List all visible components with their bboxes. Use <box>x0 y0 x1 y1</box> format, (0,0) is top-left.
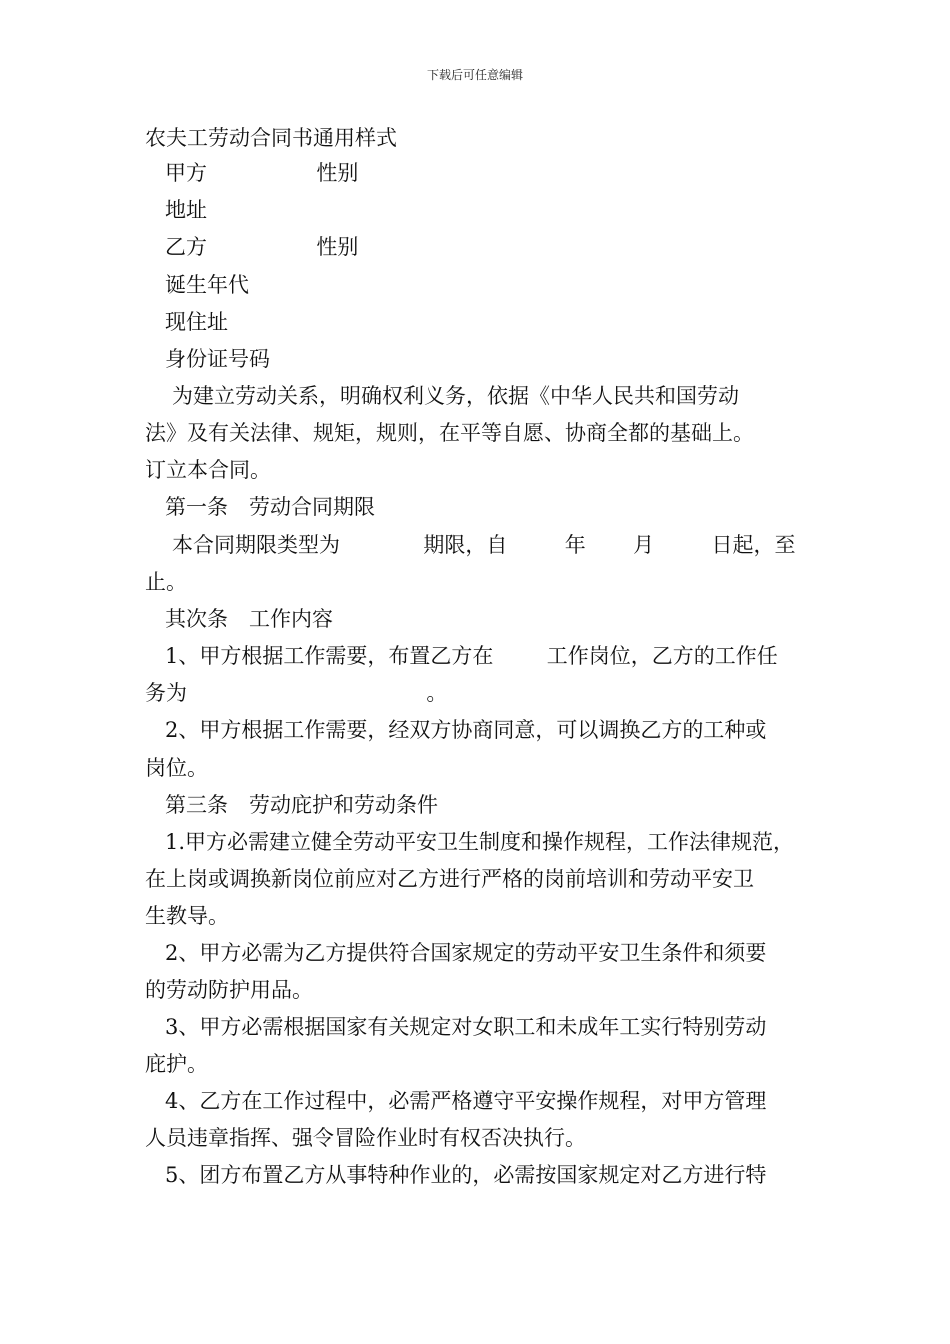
year-text: 年 <box>564 533 586 557</box>
day-text: 日起，至 <box>711 533 796 557</box>
work-post-text: 1、甲方根据工作需要，布置乙方在 <box>165 644 494 668</box>
article-3-item-1-line-3: 生教导。 <box>145 904 229 928</box>
article-1-line-2: 止。 <box>145 570 187 594</box>
party-a-label: 甲方 <box>165 161 207 185</box>
gender-b-label: 性别 <box>316 235 359 259</box>
article-3-item-4-line-1: 4、乙方在工作过程中，必需严格遵守平安操作规程，对甲方管理 <box>165 1089 767 1113</box>
preamble-line-2: 法》及有关法律、规矩，规则，在平等自愿、协商全都的基础上。 <box>145 421 754 445</box>
term-from-text: 期限，自 <box>423 533 508 557</box>
header-note: 下载后可任意编辑 <box>426 68 523 82</box>
article-3-heading: 第三条 劳动庇护和劳动条件 <box>165 793 438 817</box>
gender-a-label: 性别 <box>316 161 359 185</box>
article-3-item-3-line-2: 庇护。 <box>145 1052 208 1076</box>
article-1-heading: 第一条 劳动合同期限 <box>165 495 375 519</box>
address-label: 地址 <box>165 198 207 222</box>
document-title: 农夫工劳动合同书通用样式 <box>145 126 397 150</box>
article-2-item-1-line-1 <box>165 643 845 669</box>
field-row-party-a <box>165 160 845 186</box>
field-row-party-b <box>165 234 845 260</box>
article-3-item-4-line-2: 人员违章指挥、强令冒险作业时有权否决执行。 <box>145 1126 586 1150</box>
month-text: 月 <box>633 533 655 557</box>
article-3-item-5-line-1: 5、团方布置乙方从事特种作业的，必需按国家规定对乙方进行特 <box>165 1163 767 1187</box>
work-task-text: 工作岗位，乙方的工作任 <box>546 644 778 668</box>
current-address-label: 现住址 <box>165 310 228 334</box>
task-label: 务为 <box>145 681 187 705</box>
article-2-item-1-line-2 <box>145 680 825 706</box>
article-1-line-1 <box>172 532 852 558</box>
party-b-label: 乙方 <box>165 235 207 259</box>
preamble-line-1: 为建立劳动关系，明确权利义务，依据《中华人民共和国劳动 <box>172 384 739 408</box>
article-3-item-2-line-2: 的劳动防护用品。 <box>145 978 313 1002</box>
article-3-item-2-line-1: 2、甲方必需为乙方提供符合国家规定的劳动平安卫生条件和须要 <box>165 941 767 965</box>
preamble-line-3: 订立本合同。 <box>145 458 271 482</box>
article-2-item-2-line-2: 岗位。 <box>145 756 208 780</box>
id-number-label: 身份证号码 <box>165 347 270 371</box>
article-3-item-3-line-1: 3、甲方必需根据国家有关规定对女职工和未成年工实行特别劳动 <box>165 1015 767 1039</box>
article-2-heading: 其次条 工作内容 <box>165 607 333 631</box>
article-3-item-1-line-2: 在上岗或调换新岗位前应对乙方进行严格的岗前培训和劳动平安卫 <box>145 867 754 891</box>
article-2-item-2-line-1: 2、甲方根据工作需要，经双方协商同意，可以调换乙方的工种或 <box>165 718 767 742</box>
task-end: 。 <box>426 681 448 705</box>
term-type-text: 本合同期限类型为 <box>172 533 340 557</box>
article-3-item-1-line-1: 1.甲方必需建立健全劳动平安卫生制度和操作规程，工作法律规范， <box>165 830 795 854</box>
birth-label: 诞生年代 <box>165 273 249 297</box>
